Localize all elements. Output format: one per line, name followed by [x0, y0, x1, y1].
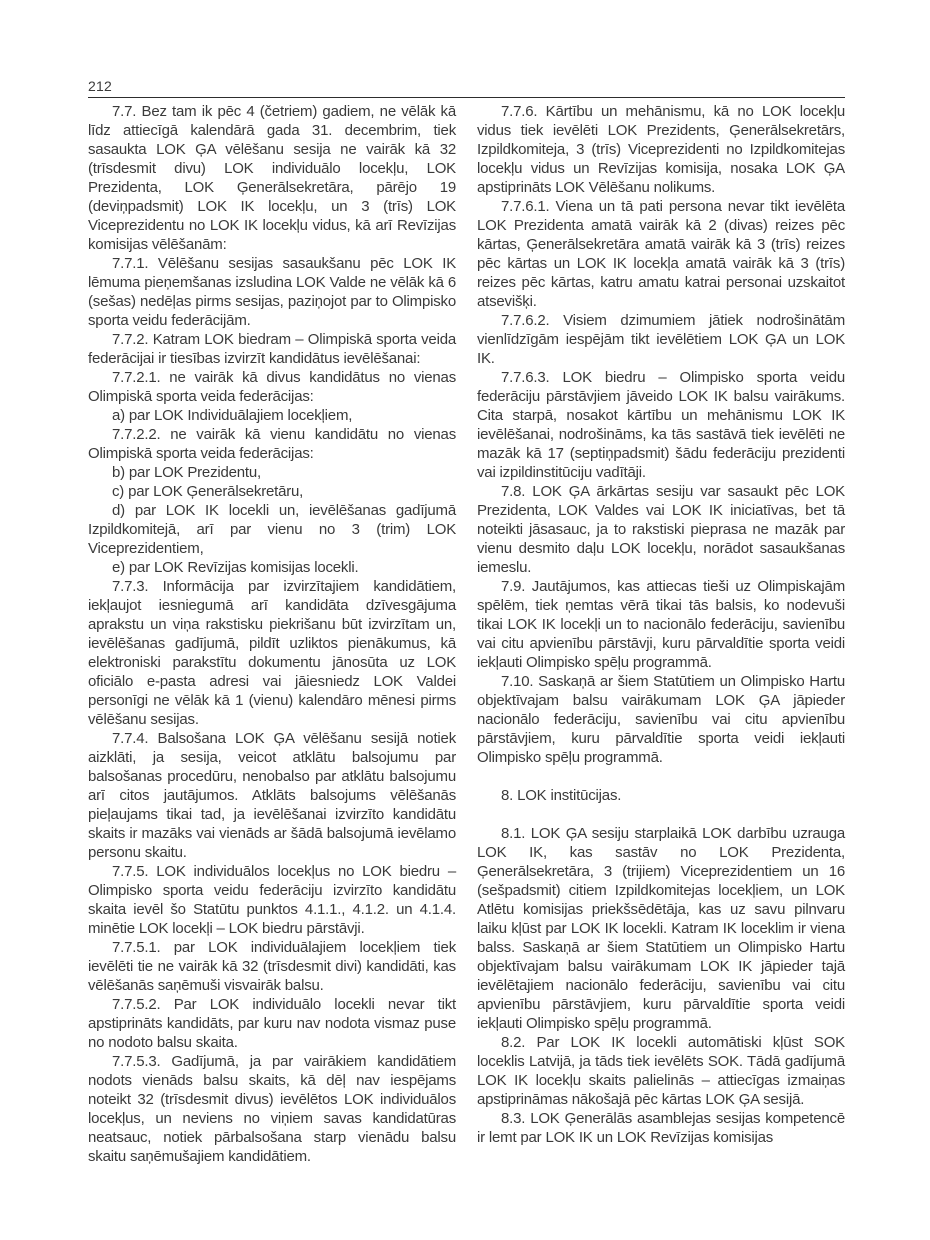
paragraph: 7.7.6.3. LOK biedru – Olimpisko sporta veidu federāciju pārstāvjiem jāveido LOK IK balsu vairākums. Cita starpā, nosakot kārtību un mehānismu LOK IK ievēlēšanai, nodrošināms, ka tās sastāvā tiek ievēlēti ne mazāk kā 17 (septiņpadsmit) šādu federāciju prezidenti vai izpildinstitūciju vadītāji. — [477, 369, 845, 481]
paragraph: 7.7.5.3. Gadījumā, ja par vairākiem kandidātiem nodots vienāds balsu skaits, kā dēļ nav iespējams noteikt 32 (trīsdesmit divus) ievēlētos LOK individuālos locekļus, un neviens no viņiem savas kandidatūras neatsauc, notiek pārbalsošana starp vienādu balsu skaitu saņēmušajiem kandidātiem. — [88, 1053, 456, 1165]
paragraph: a) par LOK Individuālajiem locekļiem, — [112, 407, 353, 424]
paragraph: 8.3. LOK Ģenerālās asamblejas sesijas kompetencē ir lemt par LOK IK un LOK Revīzijas komisijas — [477, 1110, 845, 1146]
paragraph: 7.7.5. LOK individuālos locekļus no LOK biedru – Olimpisko sporta veidu federāciju izvirzīto kandidātu skaita ievēl šo Statūtu punktos 4.1.1., 4.1.2. un 4.1.4. minētie LOK locekļi – LOK biedru pārstāvji. — [88, 863, 456, 937]
paragraph: 7.7.6.1. Viena un tā pati persona nevar tikt ievēlēta LOK Prezidenta amatā vairāk kā 2 (divas) reizes pēc kārtas, Ģenerālsekretāra amatā vairāk kā 3 (trīs) reizes pēc kārtas un LOK IK locekļa amatā vairāk kā 3 (trīs) reizes pēc kārtas, katru amatu katrai personai uzskaitot atsevišķi. — [477, 198, 845, 310]
paragraph: 7.10. Saskaņā ar šiem Statūtiem un Olimpisko Hartu objektīvajam balsu vairākumam LOK ĢA jāpieder nacionālo federāciju, savienību vai citu apvienību pārstāvjiem, kuru pārvaldītie sporta veidi iekļauti Olimpisko spēļu programmā. — [477, 673, 845, 766]
paragraph: 7.7.3. Informācija par izvirzītajiem kandidātiem, iekļaujot iesniegumā arī kandidāta dzīvesgājuma aprakstu un viņa rakstisku piekrišanu būt izvirzītam un, ievēlēšanas gadījumā, pildīt uzliktos pienākumus, kā elektroniski parakstītu dokumentu jānosūta uz LOK oficiālo e-pasta adresi vai jāiesniedz LOK Valdei personīgi ne vēlāk kā 1 (vienu) kalendāro mēnesi pirms vēlēšanu sesijas. — [88, 578, 456, 728]
right-text-column — [477, 102, 845, 1147]
paragraph: b) par LOK Prezidentu, — [112, 464, 262, 481]
paragraph: c) par LOK Ģenerālsekretāru, — [112, 483, 304, 500]
paragraph: 8.1. LOK ĢA sesiju starplaikā LOK darbību uzrauga LOK IK, kas sastāv no LOK Prezidenta, Ģenerālsekretāra, 3 (trijiem) Viceprezidentiem un 16 (sešpadsmit) citiem Izpildkomitejas locekļiem, un LOK Atlētu komisijas priekšsēdētāja, kas uz savu pilnvaru laiku kļūst par LOK IK locekli. Katram IK loceklim ir viena balss. Saskaņā ar šiem Statūtiem un Olimpisko Hartu objektīvajam balsu vairākumam LOK IK jāpieder tajā ievēlētajiem nacionālo federāciju, savienību vai citu apvienību pārstāvjiem, kuru pārvaldītie sporta veidi iekļauti Olimpisko spēļu programmā. — [477, 825, 845, 1032]
page-number: 212 — [88, 78, 112, 94]
header-rule — [88, 97, 845, 98]
paragraph: 7.7.5.2. Par LOK individuālo locekli nevar tikt apstiprināts kandidāts, par kuru nav nodota vismaz puse no nodoto balsu skaita. — [88, 996, 456, 1051]
paragraph: 7.7.2.1. ne vairāk kā divus kandidātus no vienas Olimpiskā sporta veida federācijas: — [88, 369, 456, 405]
paragraph: 7.9. Jautājumos, kas attiecas tieši uz Olimpiskajām spēlēm, tiek ņemtas vērā tikai tās balsis, ko nodevuši tikai LOK IK locekļi un to nacionālo federāciju, savienību vai citu apvienību pārstāvji, kuru pārvaldītie sporta veidi iekļauti Olimpisko spēļu programmā. — [477, 578, 845, 671]
left-text-column — [88, 102, 456, 1166]
paragraph: 7.7.4. Balsošana LOK ĢA vēlēšanu sesijā notiek aizklāti, ja sesija, veicot atklātu balsojumu par balsošanas procedūru, nenobalso par atklātu balsojumu arī citos jautājumos. Atklāts balsojums vēlēšanās pieļaujams tikai tad, ja ievēlēšanai izvirzīto kandidātu skaits ir mazāks vai vienāds ar šādā balsojumā ievēlamo personu skaitu. — [88, 730, 456, 861]
paragraph: 7.7.2. Katram LOK biedram – Olimpiskā sporta veida federācijai ir tiesības izvirzīt kandidātus ievēlēšanai: — [88, 331, 456, 367]
paragraph: 7.7.6. Kārtību un mehānismu, kā no LOK locekļu vidus tiek ievēlēti LOK Prezidents, Ģenerālsekretārs, Izpildkomiteja, 3 (trīs) Viceprezidenti no Izpildkomitejas locekļu vidus un Revīzijas komisija, nosaka LOK ĢA apstiprināts LOK Vēlēšanu nolikums. — [477, 103, 845, 196]
paragraph: e) par LOK Revīzijas komisijas locekli. — [112, 559, 359, 576]
paragraph: 7.7.5.1. par LOK individuālajiem locekļiem tiek ievēlēti tie ne vairāk kā 32 (trīsdesmit divi) kandidāti, kas vēlēšanās saņēmuši visvairāk balsu. — [88, 939, 456, 994]
paragraph: 7.7. Bez tam ik pēc 4 (četriem) gadiem, ne vēlāk kā līdz attiecīgā kalendārā gada 31. decembrim, tiek sasaukta LOK ĢA vēlēšanu sesija ne vairāk kā 32 (trīsdesmit divu) LOK individuālo locekļu, LOK Prezidenta, LOK Ģenerālsekretāra, pārējo 19 (deviņpadsmit) LOK IK locekļu, un 3 (trīs) LOK Viceprezidentu no LOK IK locekļu vidus, kā arī Revīzijas komisijas vēlēšanām: — [88, 103, 456, 253]
paragraph: d) par LOK IK locekli un, ievēlēšanas gadījumā Izpildkomitejā, arī par vienu no 3 (trim) LOK Viceprezidentiem, — [88, 502, 456, 557]
paragraph: 7.8. LOK ĢA ārkārtas sesiju var sasaukt pēc LOK Prezidenta, LOK Valdes vai LOK IK iniciatīvas, bet tā noteikti jāsasauc, ja to rakstiski pieprasa ne mazāk par vienu desmito daļu LOK locekļu, norādot sasaukšanas iemeslu. — [477, 483, 845, 576]
paragraph: 8.2. Par LOK IK locekli automātiski kļūst SOK loceklis Latvijā, ja tāds tiek ievēlēts SOK. Tādā gadījumā LOK IK locekļu skaits palielinās – attiecīgas izmaiņas apstiprināmas nākošajā pēc kārtas LOK ĢA sesijā. — [477, 1034, 845, 1108]
paragraph: 7.7.6.2. Visiem dzimumiem jātiek nodrošinātām vienlīdzīgām iespējām tikt ievēlētiem LOK ĢA un LOK IK. — [477, 312, 845, 367]
section-heading: 8. LOK institūcijas. — [501, 787, 622, 804]
paragraph: 7.7.2.2. ne vairāk kā vienu kandidātu no vienas Olimpiskā sporta veida federācijas: — [88, 426, 456, 462]
paragraph: 7.7.1. Vēlēšanu sesijas sasaukšanu pēc LOK IK lēmuma pieņemšanas izsludina LOK Valde ne vēlāk kā 6 (sešas) nedēļas pirms sesijas, paziņojot par to Olimpisko sporta veidu federācijām. — [88, 255, 456, 329]
